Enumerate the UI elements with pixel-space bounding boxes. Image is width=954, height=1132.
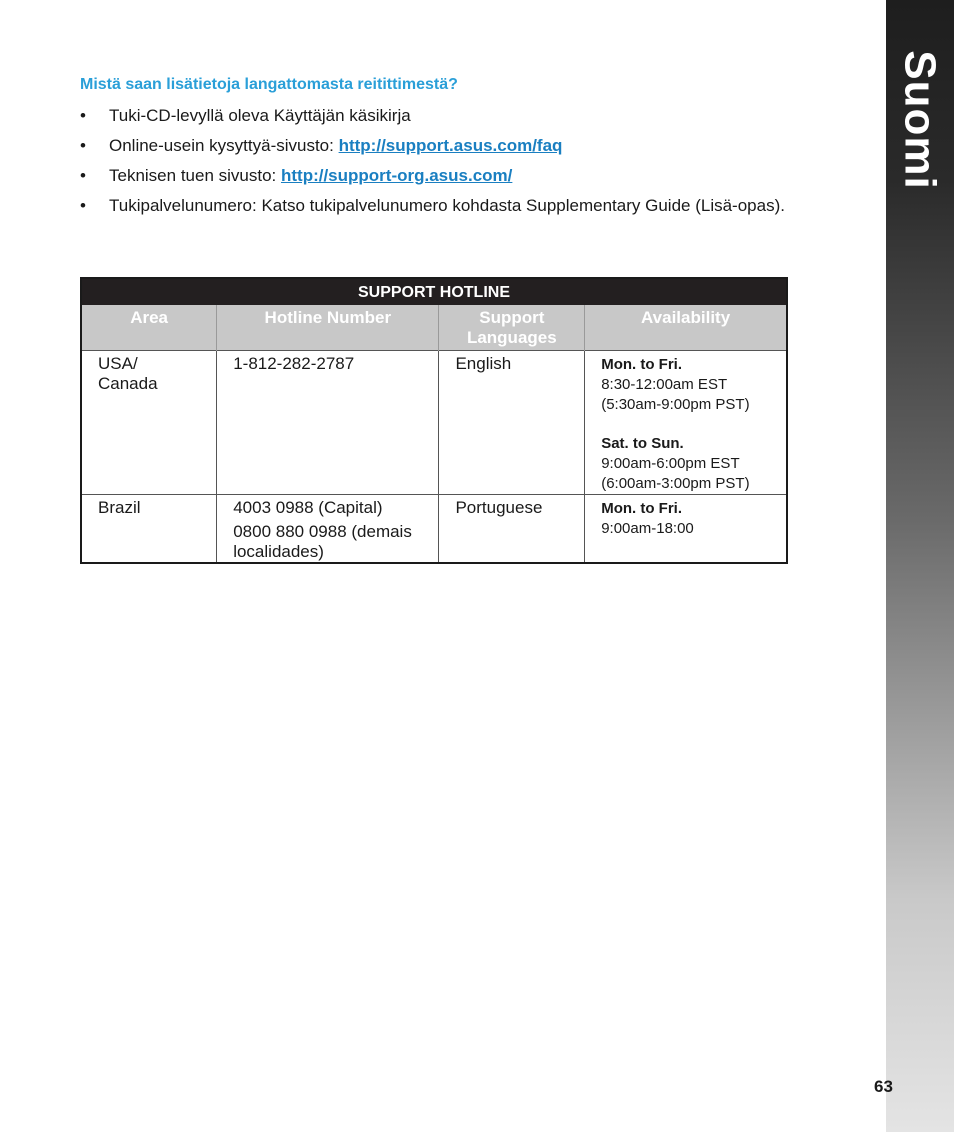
support-hotline-table [80,277,788,564]
list-item [80,136,850,156]
table-title: SUPPORT HOTLINE [81,278,787,305]
page-number: 63 [874,1077,893,1096]
list-item [80,196,850,216]
bullet-icon: • [80,106,86,125]
bullet-icon: • [80,196,86,215]
header-area: Area [81,305,217,351]
info-list [80,106,850,226]
list-item-text: Online-usein kysyttyä-sivusto: [109,136,339,155]
availability-time: 8:30-12:00am EST [601,376,728,393]
table-row [81,495,787,564]
header-support-languages: Support Languages [439,305,585,351]
bullet-icon: • [80,166,86,185]
availability-days: Mon. to Fri. [601,500,683,517]
availability-time: 9:00am-6:00pm EST [601,455,740,472]
cell-language: English [439,351,585,495]
hotline-number: 1-812-282-2787 [233,354,355,373]
cell-language: Portuguese [439,495,585,564]
table-row [81,351,787,495]
header-hotline-number: Hotline Number [217,305,439,351]
cell-area: Brazil [81,495,217,564]
availability-time: (5:30am-9:00pm PST) [601,396,750,413]
list-item [80,166,850,186]
list-item-text: Tuki-CD-levyllä oleva Käyttäjän käsikirja [109,106,411,125]
availability-time: 9:00am-18:00 [601,520,694,537]
cell-availability [585,495,787,564]
availability-time: (6:00am-3:00pm PST) [601,475,750,492]
cell-area [81,351,217,495]
bullet-icon: • [80,136,86,155]
tech-support-link[interactable]: http://support-org.asus.com/ [280,166,513,185]
list-item [80,106,850,126]
cell-hotline [217,495,439,564]
language-label: Suomi [896,50,946,190]
area-text: USA/ Canada [98,354,158,393]
availability-days: Mon. to Fri. [601,356,683,373]
hotline-number: 0800 880 0988 (demais localidades) [233,522,412,561]
side-tab-title [886,0,954,240]
cell-availability [585,351,787,495]
list-item-text: Teknisen tuen sivusto: [109,166,281,185]
header-availability: Availability [585,305,787,351]
hotline-number: 4003 0988 (Capital) [233,498,383,517]
cell-hotline [217,351,439,495]
faq-link[interactable]: http://support.asus.com/faq [338,136,563,155]
table-header-row [81,305,787,351]
section-heading: Mistä saan lisätietoja langattomasta reitittimestä? [80,76,458,93]
list-item-text: Tukipalvelunumero: Katso tukipalvelunumero kohdasta Supplementary Guide (Lisä-opas). [109,196,785,215]
availability-days: Sat. to Sun. [601,435,684,452]
